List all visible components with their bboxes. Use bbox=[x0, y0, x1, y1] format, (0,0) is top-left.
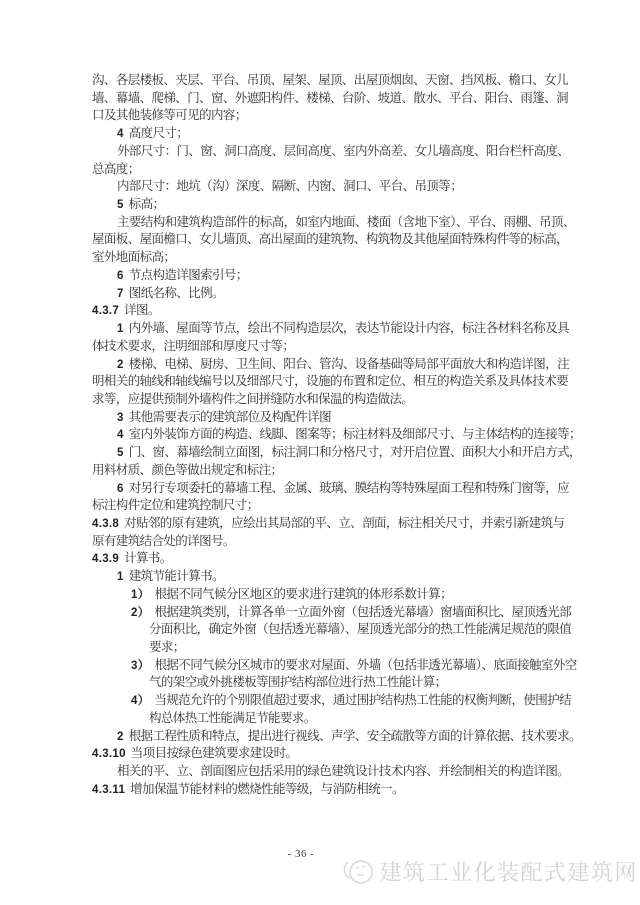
text-line: 4.3.9 计算书。 bbox=[92, 551, 172, 566]
text-line: 5 门、窗、幕墙绘制立面图，标注洞口和分格尺寸，对开启位置、面积大小和开启方式， bbox=[117, 445, 581, 460]
document-body bbox=[92, 72, 581, 798]
clause-number: 2 bbox=[117, 358, 124, 371]
text-line: 室外地面标高； bbox=[92, 250, 176, 265]
text-line: 7 图纸名称、比例。 bbox=[117, 285, 224, 300]
text-line: 1 建筑节能计算书。 bbox=[117, 569, 224, 584]
clause-number: 4） bbox=[131, 695, 150, 708]
text-line: 气的架空或外挑楼板等围护结构部位进行热工性能计算； bbox=[149, 675, 447, 690]
watermark bbox=[339, 854, 638, 888]
clause-number: 5 bbox=[117, 199, 124, 212]
clause-number: 4 bbox=[117, 429, 124, 442]
clause-number: 2 bbox=[117, 730, 124, 743]
text-line: 4 高度尺寸； bbox=[117, 126, 189, 141]
text-line: 3） 根据不同气候分区城市的要求对屋面、外墙（包括非透光幕墙）、底面接触室外空 bbox=[131, 657, 577, 672]
clause-number: 3 bbox=[117, 411, 124, 424]
text-line: 相关的平、立、剖面图应包括采用的绿色建筑设计技术内容、并绘制相关的构造详图。 bbox=[117, 764, 570, 779]
text-line: 6 节点构造详图索引号； bbox=[117, 267, 248, 282]
clause-number: 4.3.8 bbox=[92, 517, 120, 530]
text-line: 4） 当规范允许的个别限值超过要求，通过围护结构热工性能的权衡判断，使围护结 bbox=[131, 693, 572, 708]
clause-number: 1 bbox=[117, 571, 124, 584]
text-line: 1 内外墙、屋面等节点，绘出不同构造层次，表达节能设计内容，标注各材料名称及具 bbox=[117, 321, 570, 336]
watermark-label: 建筑工业化装配式建筑网 bbox=[379, 859, 638, 885]
clause-number: 2） bbox=[131, 606, 150, 619]
text-line: 标注构件定位和建筑控制尺寸； bbox=[92, 498, 259, 513]
text-line: 口及其他装修等可见的内容； bbox=[92, 108, 247, 123]
clause-number: 6 bbox=[117, 482, 124, 495]
text-line: 3 其他需要表示的建筑部位及构配件详图 bbox=[117, 409, 332, 424]
text-line: 明相关的轴线和轴线编号以及细部尺寸，设施的布置和定位、相互的构造关系及具体技术要 bbox=[92, 374, 569, 389]
clause-number: 4.3.9 bbox=[92, 553, 120, 566]
text-line: 墙、幕墙、爬梯、门、窗、外遮阳构件、楼梯、台阶、坡道、散水、平台、阳台、雨篷、洞 bbox=[92, 90, 569, 105]
text-line: 2 楼梯、电梯、厨房、卫生间、阳台、管沟、设备基础等局部平面放大和构造详图，注 bbox=[117, 356, 570, 371]
page-number: - 36 - bbox=[287, 848, 315, 860]
clause-number: 7 bbox=[117, 287, 124, 300]
text-line: 屋面板、屋面檐口、女儿墙顶、高出屋面的建筑物、构筑物及其他屋面特殊构件等的标高， bbox=[92, 232, 569, 247]
text-line: 6 对另行专项委托的幕墙工程、金属、玻璃、膜结构等特殊屋面工程和特殊门窗等，应 bbox=[117, 480, 570, 495]
text-line: 体技术要求，注明细部和厚度尺寸等； bbox=[92, 338, 295, 353]
text-line: 5 标高； bbox=[117, 197, 165, 212]
text-line: 求等，应提供预制外墙构件之间拼缝防水和保温的构造做法。 bbox=[92, 391, 414, 406]
clause-number: 1） bbox=[131, 588, 150, 601]
text-line: 4.3.11 增加保温节能材料的燃烧性能等级，与消防相统一。 bbox=[92, 781, 404, 796]
text-line: 构总体热工性能满足节能要求。 bbox=[149, 710, 316, 725]
clause-number: 6 bbox=[117, 269, 124, 282]
snail-doodle-icon bbox=[339, 854, 377, 888]
clause-number: 1 bbox=[117, 323, 124, 336]
text-line: 4.3.7 详图。 bbox=[92, 303, 160, 318]
text-line: 原有建筑结合处的详图号。 bbox=[92, 533, 235, 548]
text-line: 4.3.8 对贴邻的原有建筑，应绘出其局部的平、立、剖面，标注相关尺寸，并索引新建筑与 bbox=[92, 515, 565, 530]
text-line: 4 室内外装饰方面的构造、线脚、图案等；标注材料及细部尺寸、与主体结构的连接等； bbox=[117, 427, 581, 442]
clause-number: 3） bbox=[131, 659, 150, 672]
text-line: 1） 根据不同气候分区地区的要求进行建筑的体形系数计算； bbox=[131, 586, 453, 601]
text-line: 沟、各层楼板、夹层、平台、吊顶、屋架、屋顶、出屋顶烟囱、天窗、挡风板、檐口、女儿 bbox=[92, 73, 569, 87]
text-line: 4.3.10 当项目按绿色建筑要求建设时。 bbox=[92, 746, 298, 761]
clause-number: 4.3.10 bbox=[92, 748, 126, 761]
text-line: 2） 根据建筑类别，计算各单一立面外窗（包括透光幕墙）窗墙面积比、屋顶透光部 bbox=[131, 604, 572, 619]
clause-number: 4.3.7 bbox=[92, 305, 120, 318]
text-line: 主要结构和建筑构造部件的标高，如室内地面、楼面（含地下室）、平台、雨棚、吊顶、 bbox=[117, 214, 575, 229]
text-line: 2 根据工程性质和特点，提出进行视线、声学、安全疏散等方面的计算依据、技术要求。 bbox=[117, 728, 581, 743]
text-line: 要求； bbox=[149, 640, 185, 654]
text-line: 外部尺寸：门、窗、洞口高度、层间高度、室内外高差、女儿墙高度、阳台栏杆高度、 bbox=[117, 143, 570, 158]
clause-number: 4 bbox=[117, 128, 124, 141]
text-line: 内部尺寸：地坑（沟）深度、隔断、内窗、洞口、平台、吊顶等； bbox=[117, 179, 463, 194]
text-line: 总高度； bbox=[92, 161, 140, 176]
text-line: 用料材质、颜色等做出规定和标注； bbox=[92, 462, 283, 477]
clause-number: 4.3.11 bbox=[92, 783, 126, 796]
clause-number: 5 bbox=[117, 447, 124, 460]
text-line: 分面积比，确定外窗（包括透光幕墙）、屋顶透光部分的热工性能满足规范的限值 bbox=[149, 622, 572, 637]
